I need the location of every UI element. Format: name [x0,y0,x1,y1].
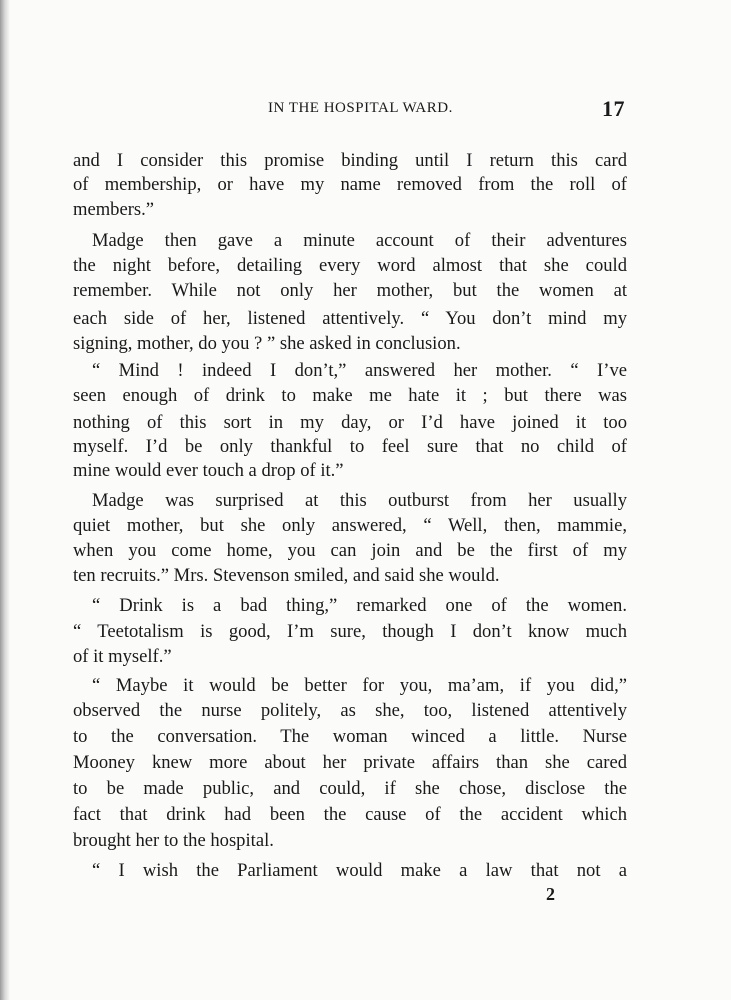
text-line: Mooney knew more about her private affairs than she cared [73,752,627,773]
text-line: Madge then gave a minute account of their adventures [92,230,627,251]
text-line: each side of her, listened attentively. “ You don’t mind my [73,308,627,329]
text-line: remember. While not only her mother, but the women at [73,280,627,301]
text-line: nothing of this sort in my day, or I’d have joined it too [73,412,627,433]
text-line: to the conversation. The woman winced a little. Nurse [73,726,627,747]
text-line: “ Teetotalism is good, I’m sure, though I don’t know much [73,621,627,642]
text-line: Madge was surprised at this outburst from her usually [92,490,627,511]
text-line: brought her to the hospital. [73,830,274,851]
page-number: 17 [602,96,625,121]
text-line: “ I wish the Parliament would make a law that not a [92,860,627,881]
text-line: and I consider this promise binding until I return this card [73,150,627,171]
text-line: “ Drink is a bad thing,” remarked one of the women. [92,595,627,616]
text-line: of it myself.” [73,646,172,667]
scan-page-edge [0,0,10,1000]
text-line: the night before, detailing every word almost that she could [73,255,627,276]
text-line: to be made public, and could, if she chose, disclose the [73,778,627,799]
text-line: members.” [73,199,155,220]
text-line: fact that drink had been the cause of the accident which [73,804,627,825]
text-line: “ Maybe it would be better for you, ma’am, if you did,” [92,675,627,696]
text-line: signing, mother, do you ? ” she asked in conclusion. [73,333,461,354]
signature-mark: 2 [546,884,555,904]
text-line: mine would ever touch a drop of it.” [73,460,344,481]
running-header-title: IN THE HOSPITAL WARD. [268,100,453,116]
text-line: ten recruits.” Mrs. Stevenson smiled, and said she would. [73,565,500,586]
text-line: seen enough of drink to make me hate it ; but there was [73,385,627,406]
text-line: quiet mother, but she only answered, “ Well, then, mammie, [73,515,627,536]
text-line: observed the nurse politely, as she, too, listened attentively [73,700,627,721]
text-line: myself. I’d be only thankful to feel sure that no child of [73,436,627,457]
text-line: “ Mind ! indeed I don’t,” answered her mother. “ I’ve [92,360,627,381]
text-line: of membership, or have my name removed from the roll of [73,174,627,195]
text-line: when you come home, you can join and be the first of my [73,540,627,561]
